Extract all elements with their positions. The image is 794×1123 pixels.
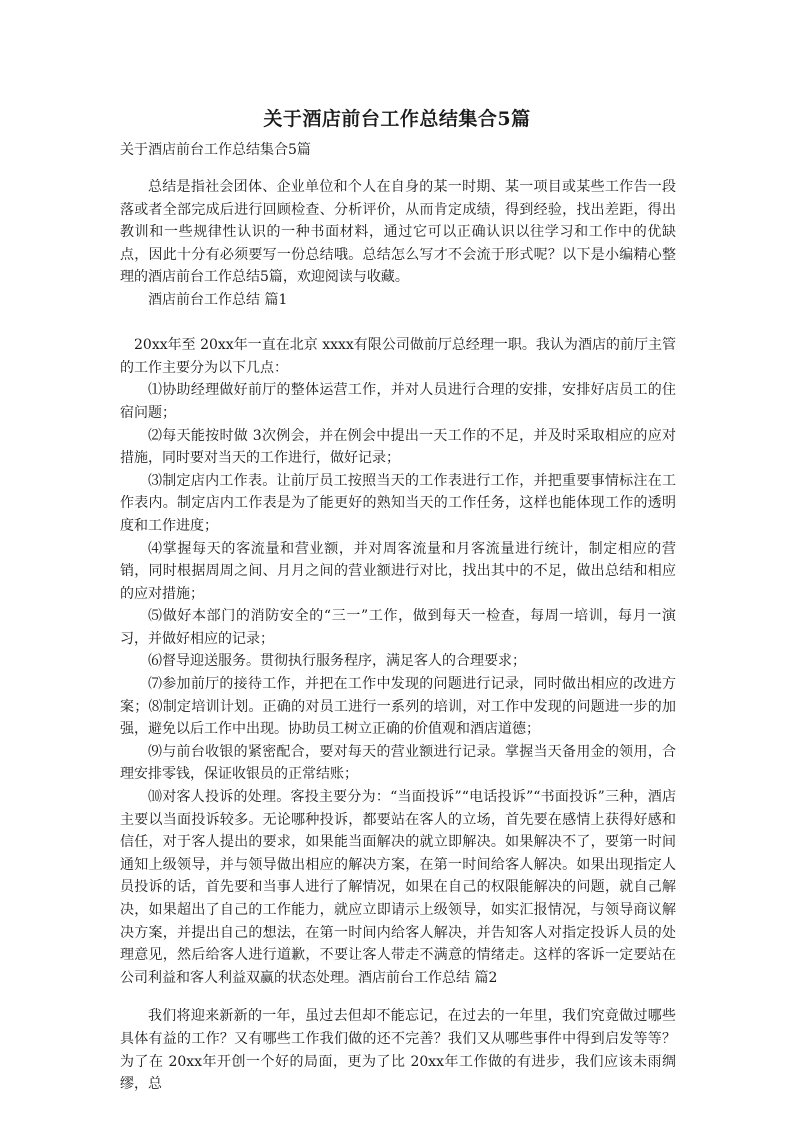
section-heading-1: 酒店前台工作总结 篇1 bbox=[148, 291, 288, 308]
section2-paragraph: 我们将迎来新新的一年，虽过去但却不能忘记，在过去的一年里，我们究竟做过哪些具体有益的工作？又有哪些工作我们做的还不完善？我们又从哪些事件中得到启发等等？为了在 20xx年开创一个好的局面，更为了比 20xx年工作做的有进步，我们应该未雨绸缪，总 bbox=[120, 1008, 676, 1093]
list-item: ⑼与前台收银的紧密配合，要对每天的营业额进行记录。掌握当天备用金的领用，合理安排零钱，保证收银员的正常结账； bbox=[120, 743, 676, 783]
list-item: ⑽对客人投诉的处理。客投主要分为：“当面投诉”“电话投诉”“书面投诉”三种，酒店主要以当面投诉较多。无论哪种投诉，都要站在客人的立场，首先要在感情上获得好感和信任，对于客人提出的要求，如果能当面解决的就立即解决。如果解决不了，要第一时间通知上级领导，并与领导做出相应的解决方案，在第一时间给客人解决。如果出现指定人员投诉的话，首先要和当事人进行了解情况，如果在自己的权限能解决的问题，就自己解决，如果超出了自己的工作能力，就应立即请示上级领导，如实汇报情况，与领导商议解决方案，并提出自己的想法，在第一时间内给客人解决，并告知客人对指定投诉人员的处理意见，然后给客人进行道歉，不要让客人带走不满意的情绪走。这样的客诉一定要站在公司利益和客人利益双赢的状态处理。酒店前台工作总结 篇2 bbox=[120, 789, 676, 986]
list-item: ⑺参加前厅的接待工作，并把在工作中发现的问题进行记录，同时做出相应的改进方案；⑻制定培训计划。正确的对员工进行一系列的培训，对工作中发现的问题进一步的加强，避免以后工作中出现。协助员工树立正确的价值观和酒店道德； bbox=[120, 676, 676, 738]
list-item: ⑸做好本部门的消防安全的“三一”工作，做到每天一检查，每周一培训，每月一演习，并做好相应的记录； bbox=[120, 608, 676, 647]
document-subtitle: 关于酒店前台工作总结集合5篇 bbox=[120, 142, 311, 158]
list-item: ⑹督导迎送服务。贯彻执行服务程序，满足客人的合理要求； bbox=[148, 653, 526, 670]
list-item: ⑶制定店内工作表。让前厅员工按照当天的工作表进行工作，并把重要事情标注在工作表内。制定店内工作表是为了能更好的熟知当天的工作任务，这样也能体现工作的透明度和工作进度； bbox=[120, 472, 676, 534]
list-item: ⑷掌握每天的客流量和营业额，并对周客流量和月客流量进行统计，制定相应的营销，同时根据周周之间、月月之间的营业额进行对比，找出其中的不足，做出总结和相应的应对措施； bbox=[120, 540, 676, 602]
list-item: ⑵每天能按时做 3次例会，并在例会中提出一天工作的不足，并及时采取相应的应对措施，同时要对当天的工作进行，做好记录； bbox=[120, 427, 676, 467]
list-item: ⑴协助经理做好前厅的整体运营工作，并对人员进行合理的安排，安排好店员工的住宿问题； bbox=[120, 382, 676, 421]
document-body bbox=[120, 176, 676, 1096]
page-title: 关于酒店前台工作总结集合5篇 bbox=[263, 108, 531, 130]
intro-paragraph: 总结是指社会团体、企业单位和个人在自身的某一时期、某一项目或某些工作告一段落或者全部完成后进行回顾检查、分析评价，从而肯定成绩，得到经验，找出差距，得出教训和一些规律性认识的一种书面材料，通过它可以正确认识以往学习和工作中的优缺点，因此十分有必须要写一份总结哦。总结怎么写才不会流于形式呢？以下是小编精心整理的酒店前台工作总结5篇，欢迎阅读与收藏。 bbox=[120, 179, 676, 286]
section1-lead-paragraph: 20xx年至 20xx年一直在北京 xxxx有限公司做前厅总经理一职。我认为酒店的前厅主管的工作主要分为以下几点： bbox=[120, 337, 676, 376]
